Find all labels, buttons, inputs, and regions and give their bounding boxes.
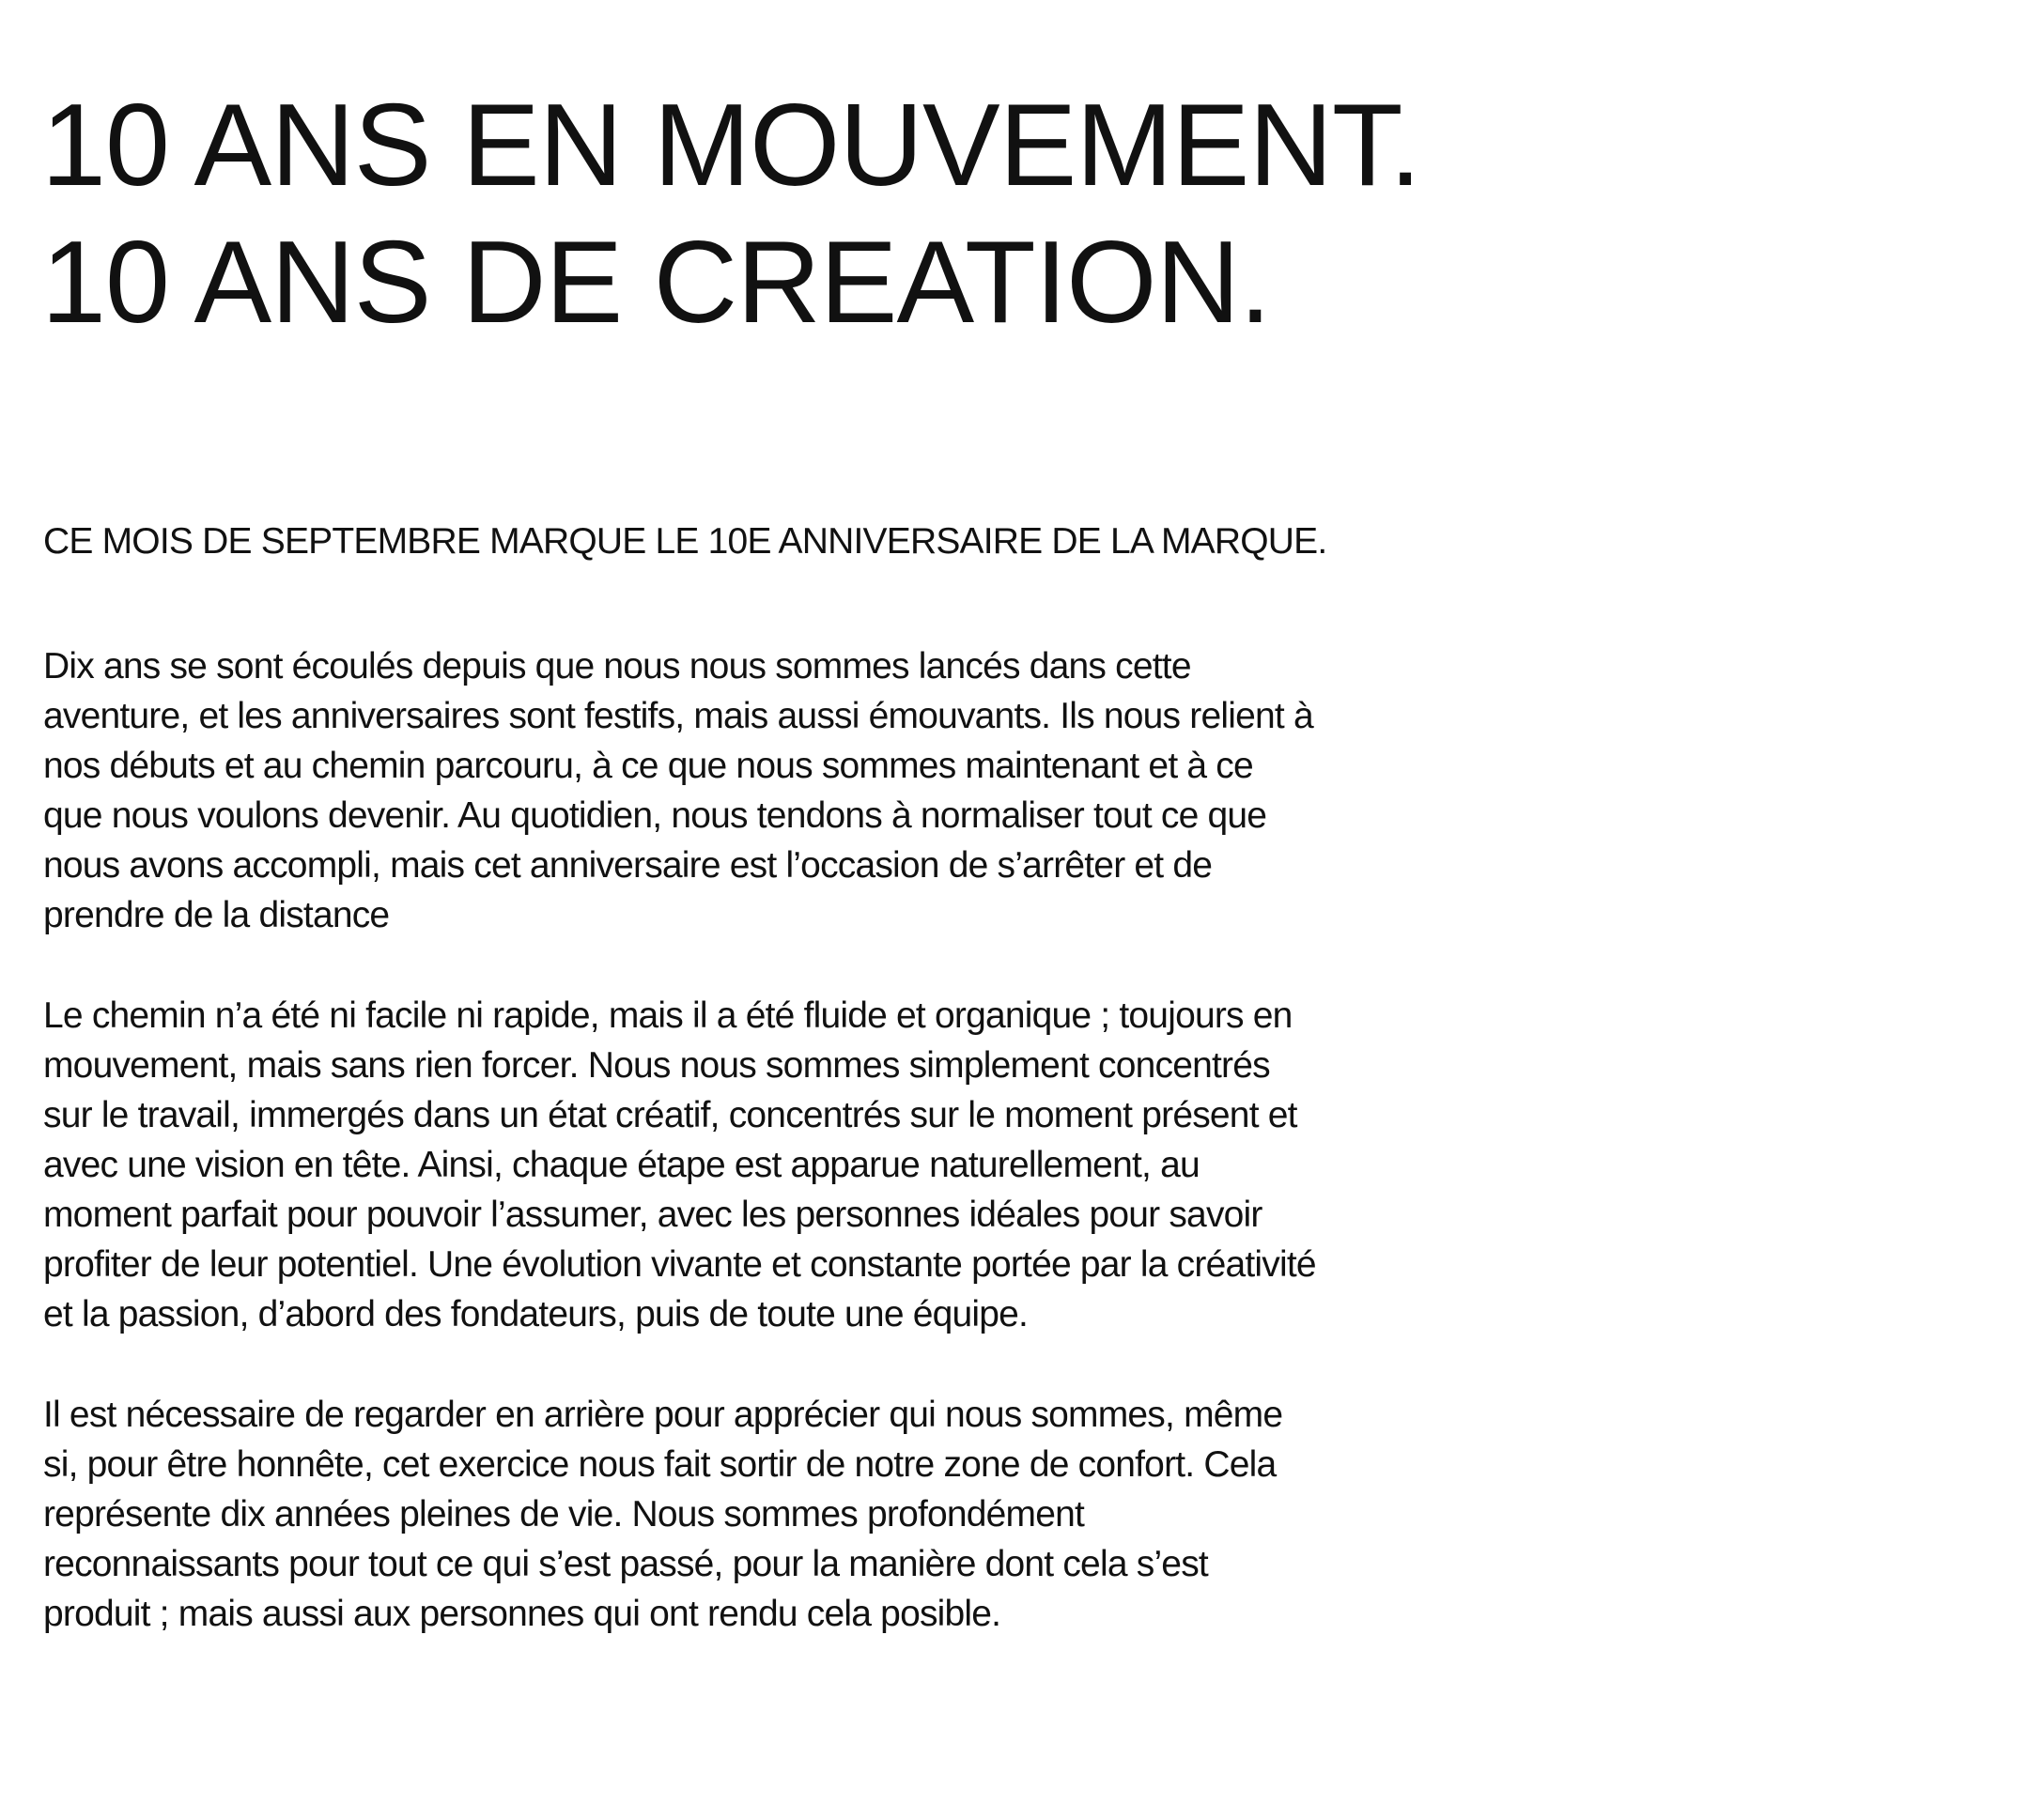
paragraph-line: avec une vision en tête. Ainsi, chaque étape est apparue naturellement, au [43,1145,1200,1185]
paragraph-line: représente dix années pleines de vie. Nous sommes profondément [43,1494,1085,1535]
paragraph-line: si, pour être honnête, cet exercice nous fait sortir de notre zone de confort. Cela [43,1444,1277,1485]
paragraph-line: sur le travail, immergés dans un état créatif, concentrés sur le moment présent et [43,1095,1297,1135]
paragraph-line: mouvement, mais sans rien forcer. Nous nous sommes simplement concentrés [43,1045,1270,1086]
paragraph-3 [43,1390,1584,1639]
paragraph-line: nous avons accompli, mais cet anniversaire est l’occasion de s’arrêter et de [43,845,1213,886]
paragraph-line: que nous voulons devenir. Au quotidien, nous tendons à normaliser tout ce que [43,795,1267,836]
paragraph-line: Il est nécessaire de regarder en arrière pour apprécier qui nous sommes, même [43,1395,1283,1435]
page-title [41,77,1420,351]
paragraph-line: Le chemin n’a été ni facile ni rapide, mais il a été fluide et organique ; toujours en [43,995,1293,1036]
paragraph-line: Dix ans se sont écoulés depuis que nous nous sommes lancés dans cette [43,646,1191,686]
intro-heading: CE MOIS DE SEPTEMBRE MARQUE LE 10E ANNIVERSAIRE DE LA MARQUE. [43,521,1327,562]
title-line-1: 10 ANS EN MOUVEMENT. [41,81,1421,210]
paragraph-1 [43,641,1584,940]
title-line-2: 10 ANS DE CREATION. [41,218,1271,347]
paragraph-line: moment parfait pour pouvoir l’assumer, avec les personnes idéales pour savoir [43,1195,1262,1235]
paragraph-line: et la passion, d’abord des fondateurs, puis de toute une équipe. [43,1294,1029,1334]
paragraph-line: reconnaissants pour tout ce qui s’est passé, pour la manière dont cela s’est [43,1544,1208,1584]
paragraph-line: nos débuts et au chemin parcouru, à ce que nous sommes maintenant et à ce [43,746,1253,786]
paragraph-2 [43,991,1584,1339]
paragraph-line: profiter de leur potentiel. Une évolution vivante et constante portée par la créativité [43,1244,1316,1285]
paragraph-line: produit ; mais aussi aux personnes qui ont rendu cela posible. [43,1594,1001,1634]
paragraph-line: aventure, et les anniversaires sont festifs, mais aussi émouvants. Ils nous relient à [43,696,1313,736]
paragraph-line: prendre de la distance [43,895,390,935]
